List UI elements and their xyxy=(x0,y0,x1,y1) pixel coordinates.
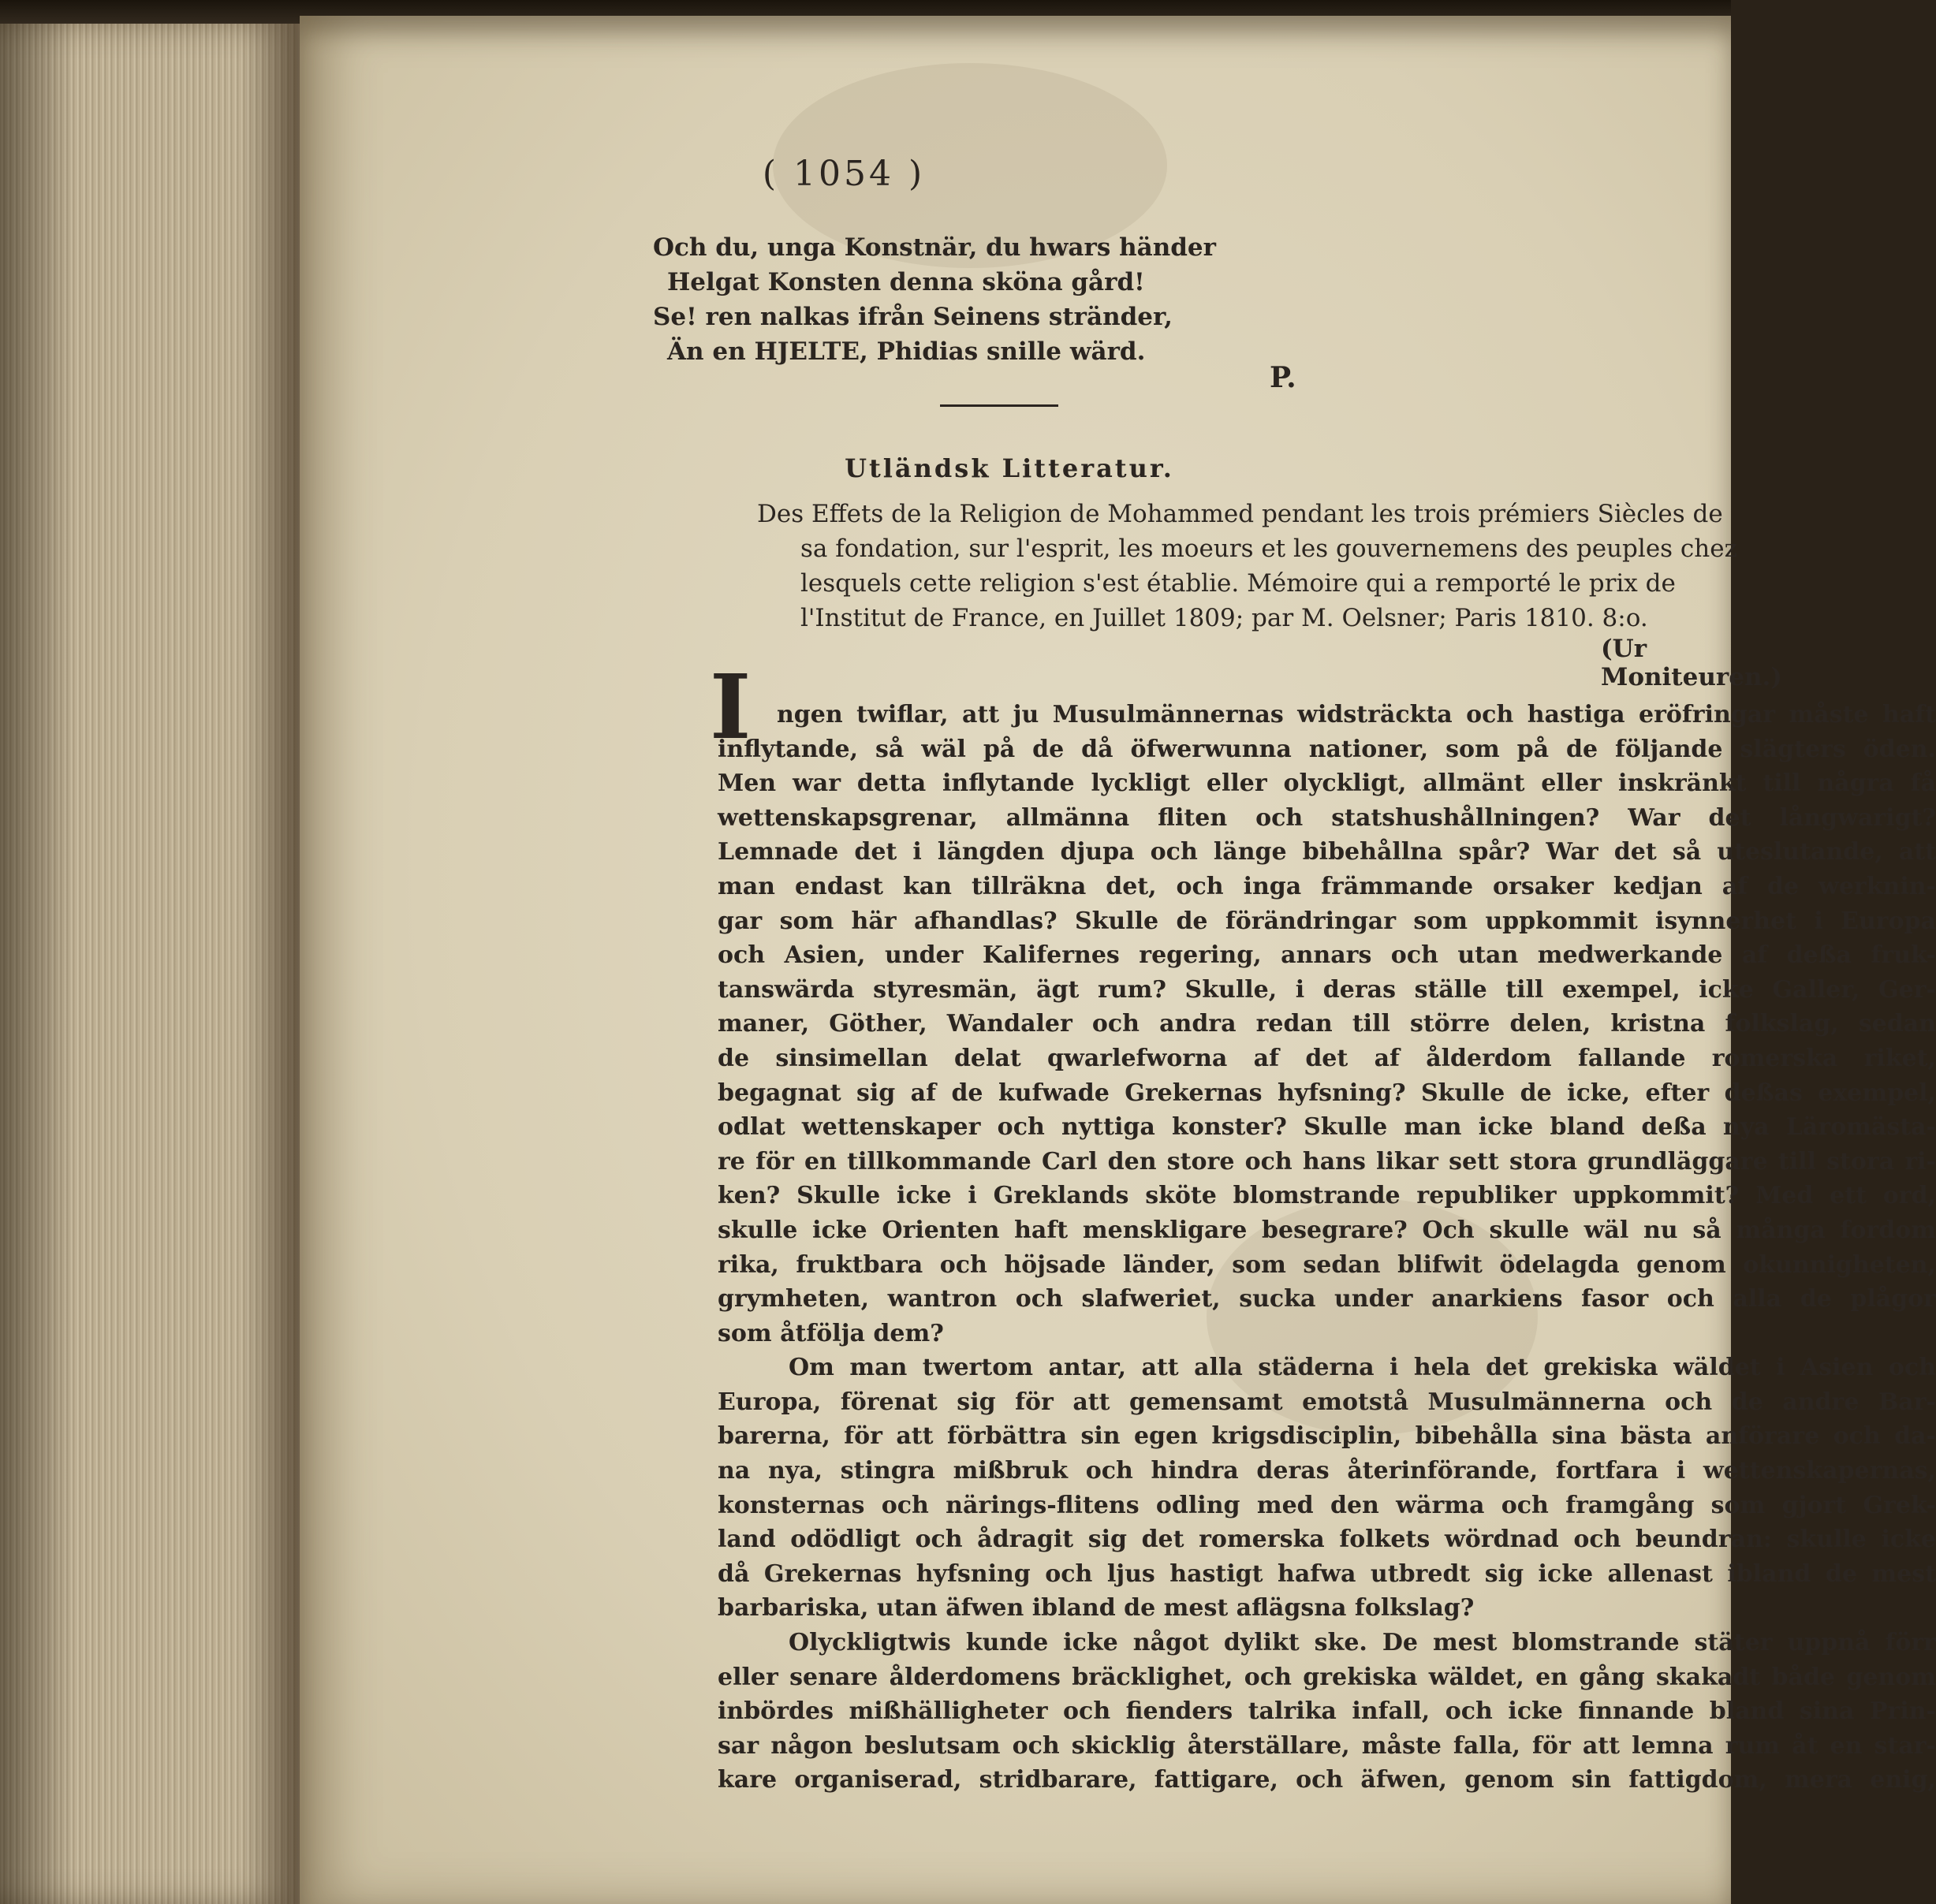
poem-line: Än en HJELTE, Phidias snille wärd. xyxy=(667,337,1146,366)
body-line: ngen twiflar, att ju Musulmännernas widsträckta och hastiga eröfringar måste haft xyxy=(777,701,1936,728)
body-line: då Grekernas hyfsning och ljus hastigt hafwa utbredt sig icke allenast ibland de mest xyxy=(718,1559,1936,1588)
body-line: ken? Skulle icke i Greklands sköte blomstrande republiker uppkommit? Med ett ord, xyxy=(718,1182,1936,1210)
body-line: inbördes mißhälligheter och fienders talrika infall, och icke finnande bland sina Prin- xyxy=(718,1697,1936,1726)
body-line: Europa, förenat sig för att gemensamt emotstå Musulmännerna och de andre Bar- xyxy=(718,1388,1936,1416)
citation-line: lesquels cette religion s'est établie. Mémoire qui a remporté le prix de xyxy=(800,569,1676,598)
body-line: de sinsimellan delat qwarlefworna af det af ålderdom fallande romerska riket, xyxy=(718,1044,1936,1072)
poem-line: Se! ren nalkas ifrån Seinens stränder, xyxy=(653,303,1173,331)
body-line: rika, fruktbara och höjsade länder, som sedan blifwit ödelagda genom okunnigheten, xyxy=(718,1250,1936,1279)
section-heading: Utländsk Litteratur. xyxy=(845,453,1174,483)
body-line: Men war detta inflytande lyckligt eller olyckligt, allmänt eller inskränkt till några få xyxy=(718,769,1936,798)
body-line: skulle icke Orienten haft menskligare besegrare? Och skulle wäl nu så många fordom xyxy=(718,1216,1936,1244)
page-number: ( 1054 ) xyxy=(762,154,926,194)
body-line: na nya, stingra mißbruk och hindra deras återinförande, fortfara i wettenskapernas, xyxy=(718,1457,1936,1485)
poem-line: Och du, unga Konstnär, du hwars händer xyxy=(653,233,1216,262)
page-edges xyxy=(0,24,304,1904)
body-line: Lemnade det i längden djupa och länge bibehållna spår? War det så uteslutande, att xyxy=(718,838,1936,866)
body-line: eller senare ålderdomens bräcklighet, och grekiska wäldet, en gång skakadt både genom xyxy=(718,1663,1936,1691)
body-line: land odödligt och ådragit sig det romerska folkets wördnad och beundran: skulle icke xyxy=(718,1526,1936,1554)
body-line: inflytande, så wäl på de då öfwerwunna nationer, som på de följande slägters öden. xyxy=(718,735,1936,763)
body-line: och Asien, under Kalifernes regering, annars och utan medwerkande af deßa fruk- xyxy=(718,941,1936,970)
section-divider xyxy=(940,404,1058,407)
body-line: begagnat sig af de kufwade Grekernas hyfsning? Skulle de icke, efter deßas exempel, xyxy=(718,1079,1936,1107)
citation-line: Des Effets de la Religion de Mohammed pendant les trois prémiers Siècles de xyxy=(757,500,1723,528)
body-line: sar någon beslutsam och skicklig återställare, måste falla, för att lemna rum åt en star- xyxy=(718,1731,1936,1760)
article-body xyxy=(718,698,1936,1798)
citation-line: sa fondation, sur l'esprit, les moeurs et les gouvernemens des peuples chez xyxy=(800,535,1737,563)
body-line: Om man twertom antar, att alla städerna i hela det grekiska wäldet i Asien och xyxy=(789,1354,1936,1382)
poem-line: Helgat Konsten denna sköna gård! xyxy=(667,268,1145,296)
body-line: kare organiserad, stridbarare, fattigare, och äfwen, genom sin fattigdom, mera enig, xyxy=(718,1766,1936,1794)
poem-signature: P. xyxy=(1270,361,1296,394)
body-line: re för en tillkommande Carl den store och hans likar sett stora grundläggare till stora ri- xyxy=(718,1147,1936,1176)
body-line: gar som här afhandlas? Skulle de förändringar som uppkommit isynnerhet i Europa xyxy=(718,907,1936,935)
body-line: tanswärda styresmän, ägt rum? Skulle, i deras ställe till exempel, icke Galler, Ger- xyxy=(718,975,1936,1004)
book-page xyxy=(300,16,1936,1904)
body-line: konsternas och närings-flitens odling med den wärma och framgång som gjort Grek- xyxy=(718,1491,1936,1519)
body-line: grymheten, wantron och slafweriet, sucka under anarkiens fasor och alla de plågor xyxy=(718,1285,1936,1313)
body-line: man endast kan tillräkna det, och inga främmande orsaker kedjan af de werknin- xyxy=(718,872,1936,900)
drop-cap: I xyxy=(710,656,752,759)
citation-source: (Ur Moniteuren.) xyxy=(1601,635,1782,691)
body-line: Olyckligtwis kunde icke något dylikt ske. De mest blomstrande stäter uppnå förr xyxy=(789,1629,1936,1657)
body-line: maner, Göther, Wandaler och andra redan till större delen, kristna folkslag, sedan xyxy=(718,1010,1936,1038)
body-line: wettenskapsgrenar, allmänna fliten och statshushållningen? War det långwarigt? xyxy=(718,803,1936,832)
body-line: barbariska, utan äfwen ibland de mest aflägsna folkslag? xyxy=(718,1594,1475,1623)
body-line: odlat wettenskaper och nyttiga konster? Skulle man icke bland deßa nya Läromästa- xyxy=(718,1113,1936,1142)
citation-line: l'Institut de France, en Juillet 1809; par M. Oelsner; Paris 1810. 8:o. xyxy=(800,604,1648,632)
body-line: barerna, för att förbättra sin egen krigsdisciplin, bibehålla sina bästa anförare och da- xyxy=(718,1422,1936,1451)
book-citation xyxy=(757,497,1924,635)
body-line: som åtfölja dem? xyxy=(718,1319,944,1347)
poem-stanza xyxy=(653,230,1363,369)
